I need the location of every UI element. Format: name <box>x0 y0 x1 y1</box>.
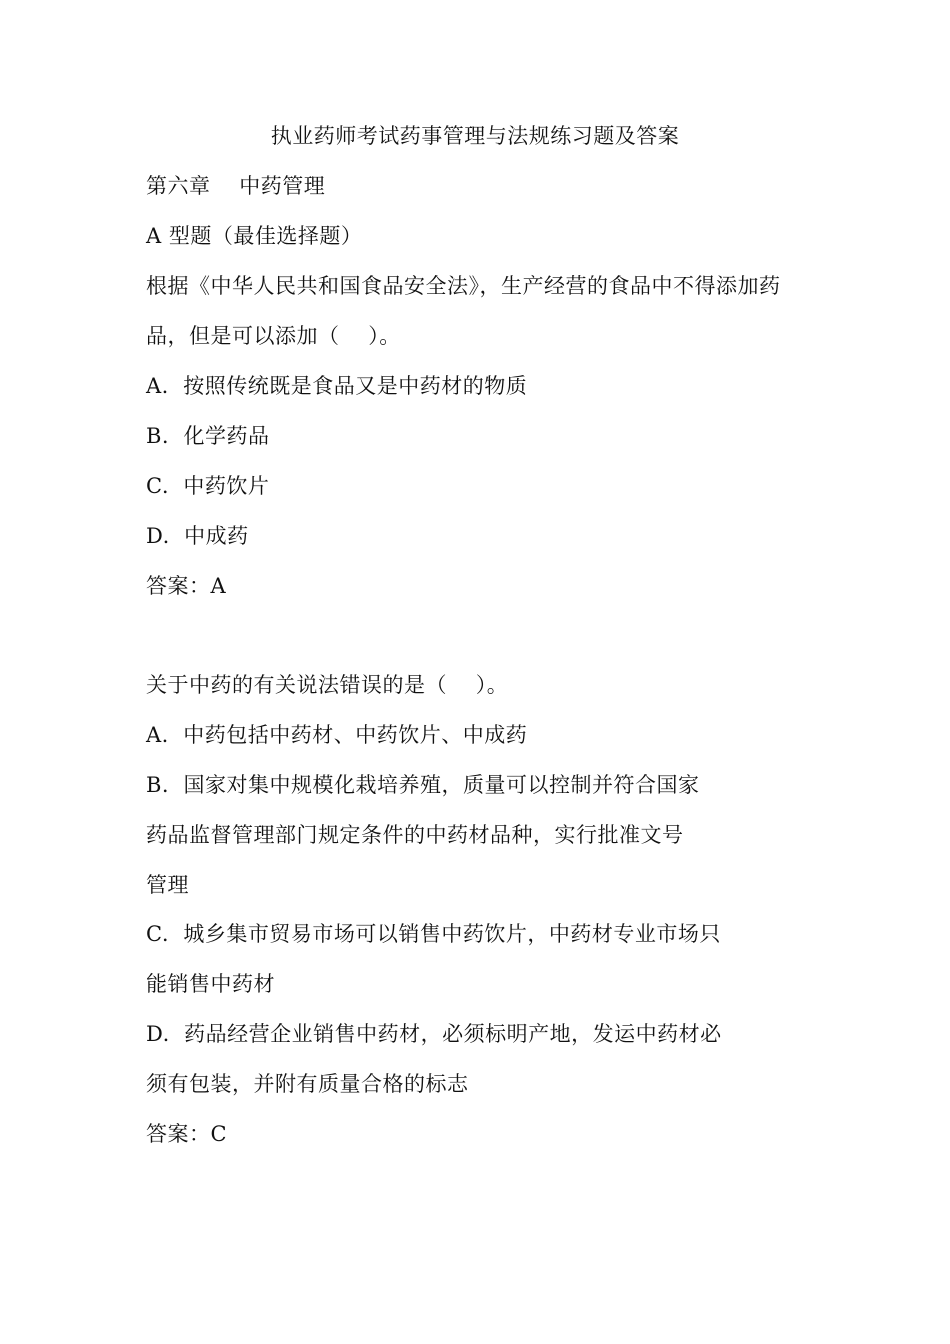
question-2-option-b-line-1: B. 国家对集中规模化栽培养殖，质量可以控制并符合国家 <box>146 773 700 797</box>
question-2-option-b-line-3: 管理 <box>146 873 189 897</box>
question-2-answer: 答案：C <box>146 1122 228 1146</box>
question-1-option-d: D. 中成药 <box>146 524 249 548</box>
question-2-option-b-line-2: 药品监督管理部门规定条件的中药材品种，实行批准文号 <box>146 823 684 847</box>
question-1-answer: 答案：A <box>146 574 227 598</box>
section-heading: A 型题（最佳选择题） <box>146 224 363 248</box>
question-1-stem-line-1: 根据《中华人民共和国食品安全法》，生产经营的食品中不得添加药 <box>146 274 781 298</box>
document-title: 执业药师考试药事管理与法规练习题及答案 <box>270 124 680 148</box>
question-2-option-c-line-2: 能销售中药材 <box>146 972 275 996</box>
question-2-option-a: A. 中药包括中药材、中药饮片、中成药 <box>146 723 528 747</box>
question-1-option-c: C. 中药饮片 <box>146 474 270 498</box>
question-1-stem-line-2: 品，但是可以添加（ ）。 <box>146 324 401 348</box>
question-1-option-a: A. 按照传统既是食品又是中药材的物质 <box>146 374 528 398</box>
question-1-option-b: B. 化学药品 <box>146 424 270 448</box>
question-2-stem-line-1: 关于中药的有关说法错误的是（ ）。 <box>146 673 509 697</box>
question-2-option-d-line-2: 须有包装，并附有质量合格的标志 <box>146 1072 469 1096</box>
chapter-heading: 第六章 中药管理 <box>146 174 326 198</box>
question-2-option-c-line-1: C. 城乡集市贸易市场可以销售中药饮片，中药材专业市场只 <box>146 922 721 946</box>
question-2-option-d-line-1: D. 药品经营企业销售中药材，必须标明产地，发运中药材必 <box>146 1022 722 1046</box>
